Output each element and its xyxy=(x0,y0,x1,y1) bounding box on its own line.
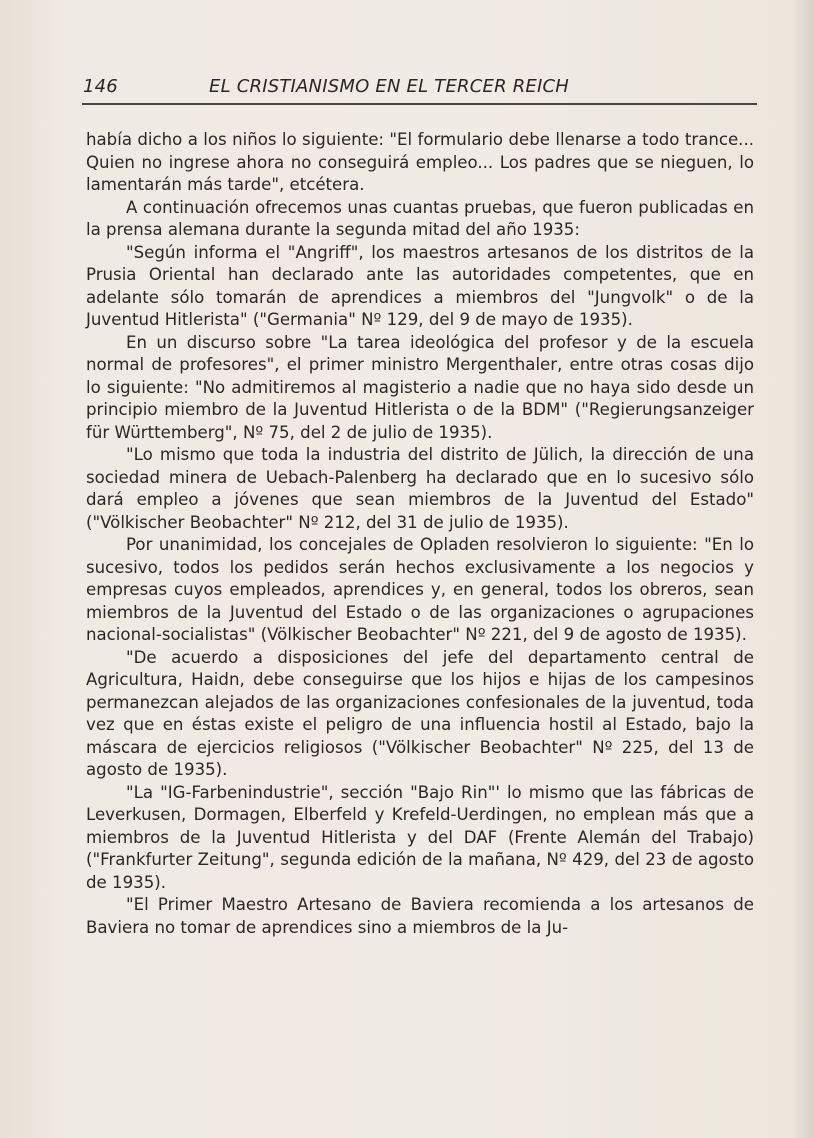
page-number: 146 xyxy=(83,76,118,97)
paragraph-5: "Lo mismo que toda la industria del distrito de Jülich, la dirección de una sociedad minera de Uebach-Palenberg ha declarado que en lo sucesivo sólo dará empleo a jóvenes que sean miembros de la Juventud del Estado" ("Völkischer Beobachter" Nº 212, del 31 de julio de 1935). xyxy=(86,445,754,532)
paragraph-1: había dicho a los niños lo siguiente: "El formulario debe llenarse a todo trance... Quien no ingrese ahora no conseguirá empleo... Los padres que se nieguen, lo lamentarán más tarde", etcétera. xyxy=(86,130,754,194)
paragraph-8: "La "IG-Farbenindustrie", sección "Bajo Rin"' lo mismo que las fábricas de Leverkusen, Dormagen, Elberfeld y Krefeld-Uerdingen, no emplean más que a miembros de la Juventud Hitlerista y del DAF (Frente Alemán del Trabajo) ("Frankfurter Zeitung", segunda edición de la mañana, Nº 429, del 23 de agosto de 1935). xyxy=(86,782,754,892)
header-rule xyxy=(82,103,757,105)
running-head xyxy=(83,76,763,104)
paragraph-9: "El Primer Maestro Artesano de Baviera recomienda a los artesanos de Baviera no tomar de aprendices sino a miembros de la Ju- xyxy=(86,895,754,937)
paragraph-2: A continuación ofrecemos unas cuantas pruebas, que fueron publicadas en la prensa alemana durante la segunda mitad del año 1935: xyxy=(86,197,754,239)
paragraph-4: En un discurso sobre "La tarea ideológica del profesor y de la escuela normal de profesores", el primer ministro Mergenthaler, entre otras cosas dijo lo siguiente: "No admitiremos al magisterio a nadie que no haya sido desde un principio miembro de la Juventud Hitlerista o de la BDM" ("Regierungsanzeiger für Württemberg", Nº 75, del 2 de julio de 1935). xyxy=(86,332,754,442)
paragraph-3: "Según informa el "Angriff", los maestros artesanos de los distritos de la Prusia Oriental han declarado ante las autoridades competentes, que en adelante sólo tomarán de aprendices a miembros del "Jungvolk" o de la Juventud Hitlerista" ("Germania" Nº 129, del 9 de mayo de 1935). xyxy=(86,242,754,329)
paragraph-6: Por unanimidad, los concejales de Opladen resolvieron lo siguiente: "En lo sucesivo, todos los pedidos serán hechos exclusivamente a los negocios y empresas cuyos empleados, aprendices y, en general, todos los obreros, sean miembros de la Juventud del Estado o de las organizaciones o agrupaciones nacional-socialistas" (Völkischer Beobachter" Nº 221, del 9 de agosto de 1935). xyxy=(86,535,754,644)
body-text xyxy=(86,129,754,939)
page-edge-shadow xyxy=(791,0,814,1138)
book-title: EL CRISTIANISMO EN EL TERCER REICH xyxy=(209,76,569,97)
paragraph-7: "De acuerdo a disposiciones del jefe del departamento central de Agricultura, Haidn, debe conseguirse que los hijos e hijas de los campesinos permanezcan alejados de las organizaciones confesionales de la juventud, toda vez que en éstas existe el peligro de una influencia hostil al Estado, bajo la máscara de ejercicios religiosos ("Völkischer Beobachter" Nº 225, del 13 de agosto de 1935). xyxy=(86,647,754,779)
